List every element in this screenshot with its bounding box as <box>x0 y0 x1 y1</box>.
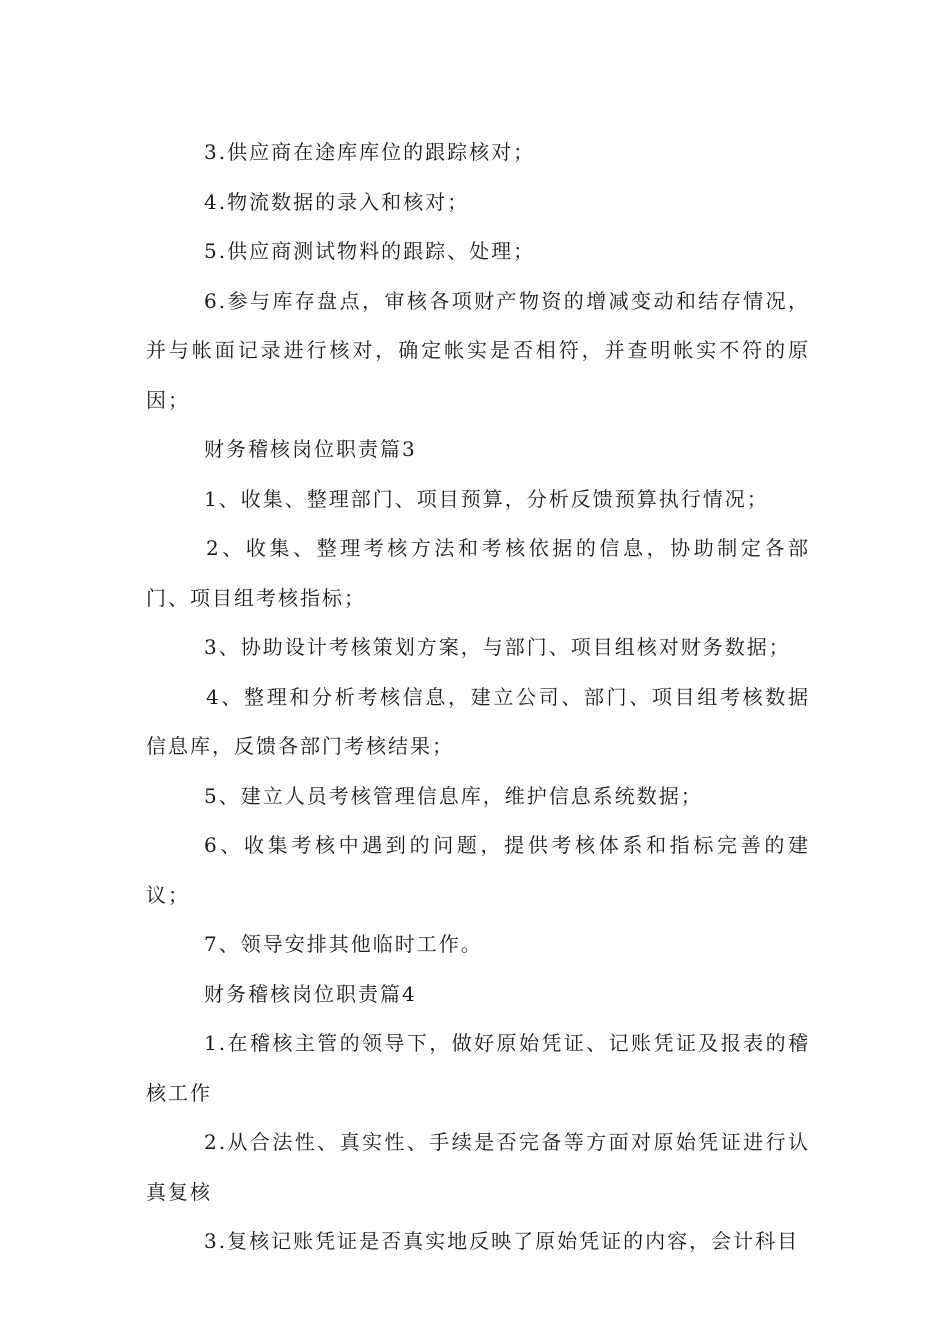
paragraph: 1.在稽核主管的领导下，做好原始凭证、记账凭证及报表的稽核工作 <box>146 1031 810 1105</box>
paragraph: 5、建立人员考核管理信息库，维护信息系统数据； <box>204 783 703 808</box>
paragraph: 3、协助设计考核策划方案，与部门、项目组核对财务数据； <box>204 635 791 659</box>
section-heading: 财务稽核岗位职责篇4 <box>204 981 417 1006</box>
document-body <box>146 128 810 1267</box>
paragraph: 6.参与库存盘点，审核各项财产物资的增减变动和结存情况，并与帐面记录进行核对，确定帐实是否相符，并查明帐实不符的原因； <box>146 288 810 412</box>
paragraph: 2.从合法性、真实性、手续是否完备等方面对原始凭证进行认真复核 <box>146 1130 810 1204</box>
paragraph: 4、整理和分析考核信息，建立公司、部门、项目组考核数据信息库，反馈各部门考核结果； <box>146 684 810 758</box>
paragraph: 1、收集、整理部门、项目预算，分析反馈预算执行情况； <box>204 486 769 511</box>
paragraph: 5.供应商测试物料的跟踪、处理； <box>204 239 536 263</box>
paragraph: 6、收集考核中遇到的问题，提供考核体系和指标完善的建议； <box>146 833 810 907</box>
paragraph: 3.供应商在途库库位的跟踪核对； <box>204 140 536 164</box>
paragraph: 7、领导安排其他临时工作。 <box>204 932 483 956</box>
section-heading: 财务稽核岗位职责篇3 <box>204 437 417 461</box>
paragraph: 4.物流数据的录入和核对； <box>204 189 470 214</box>
paragraph: 2、收集、整理考核方法和考核依据的信息，协助制定各部门、项目组考核指标； <box>146 536 810 610</box>
paragraph: 3.复核记账凭证是否真实地反映了原始凭证的内容，会计科目 <box>204 1229 800 1253</box>
